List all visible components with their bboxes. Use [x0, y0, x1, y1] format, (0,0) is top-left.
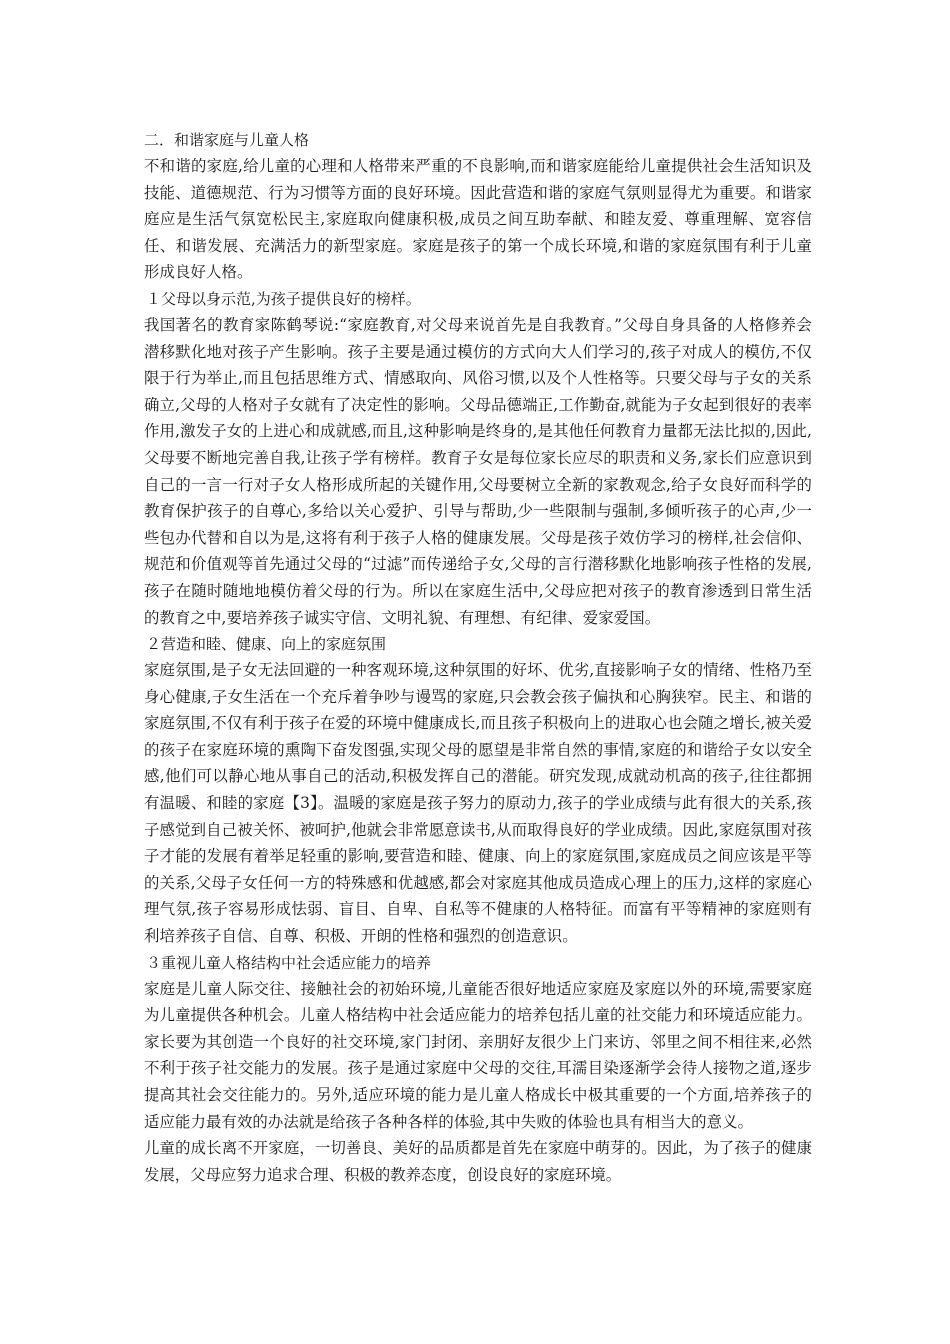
- section-intro-paragraph: 不和谐的家庭,给儿童的心理和人格带来严重的不良影响,而和谐家庭能给儿童提供社会生活知识及技能、道德规范、行为习惯等方面的良好环境。因此营造和谐的家庭气氛则显得尤为重要。和谐家庭应是生活气氛宽松民主,家庭取向健康积极,成员之间互助奉献、和睦友爱、尊重理解、宽容信任、和谐发展、充满活力的新型家庭。家庭是孩子的第一个成长环境,和谐的家庭氛围有利于儿童形成良好人格。: [144, 157, 812, 282]
- section-title: 二．和谐家庭与儿童人格: [144, 131, 310, 149]
- subsection-heading-1: １父母以身示范,为孩子提供良好的榜样。: [146, 289, 421, 308]
- subsection-heading-2: ２营造和睦、健康、向上的家庭氛围: [146, 635, 387, 654]
- closing-paragraph: 儿童的成长离不开家庭，一切善良、美好的品质都是首先在家庭中萌芽的。因此，为了孩子的健康发展，父母应努力追求合理、积极的教养态度，创设良好的家庭环境。: [144, 1139, 812, 1184]
- subsection-body-2: 家庭氛围,是子女无法回避的一种客观环境,这种氛围的好坏、优劣,直接影响子女的情绪、性格乃至身心健康,子女生活在一个充斥着争吵与谩骂的家庭,只会教会孩子偏执和心胸狭窄。民主、和谐的家庭氛围,不仅有利于孩子在爱的环境中健康成长,而且孩子积极向上的进取心也会随之增长,被关爱的孩子在家庭环境的熏陶下奋发图强,实现父母的愿望是非常自然的事情,家庭的和谐给子女以安全感,他们可以静心地从事自己的活动,积极发挥自己的潜能。研究发现,成就动机高的孩子,往往都拥有温暖、和睦的家庭【3】。温暖的家庭是孩子努力的原动力,孩子的学业成绩与此有很大的关系,孩子感觉到自己被关怀、被呵护,他就会非常愿意读书,从而取得良好的学业成绩。因此,家庭氛围对孩子才能的发展有着举足轻重的影响,要营造和睦、健康、向上的家庭氛围,家庭成员之间应该是平等的关系,父母子女任何一方的特殊感和优越感,都会对家庭其他成员造成心理上的压力,这样的家庭心理气氛,孩子容易形成怯弱、盲目、自卑、自私等不健康的人格特征。而富有平等精神的家庭则有利培养孩子自信、自尊、积极、开朗的性格和强烈的创造意识。: [144, 661, 812, 946]
- document-page: [144, 127, 812, 1188]
- subsection-body-1: 我国著名的教育家陈鹤琴说:“家庭教育,对父母来说首先是自我教育。”父母自身具备的人格修养会潜移默化地对孩子产生影响。孩子主要是通过模仿的方式向大人们学习的,孩子对成人的模仿,不仅限于行为举止,而且包括思维方式、情感取向、风俗习惯,以及个人性格等。只要父母与子女的关系确立,父母的人格对子女就有了决定性的影响。父母品德端正,工作勤奋,就能为子女起到很好的表率作用,激发子女的上进心和成就感,而且,这种影响是终身的,是其他任何教育力量都无法比拟的,因此,父母要不断地完善自我,让孩子学有榜样。教育子女是每位家长应尽的职责和义务,家长们应意识到自己的一言一行对子女人格形成所起的关键作用,父母要树立全新的家教观念,给子女良好而科学的教育保护孩子的自尊心,多给以关心爱护、引导与帮助,少一些限制与强制,多倾听孩子的心声,少一些包办代替和自以为是,这将有利于孩子人格的健康发展。父母是孩子效仿学习的榜样,社会信仰、规范和价值观等首先通过父母的“过滤”而传递给子女,父母的言行潜移默化地影响孩子性格的发展,孩子在随时随地地模仿着父母的行为。所以在家庭生活中,父母应把对孩子的教育渗透到日常生活的教育之中,要培养孩子诚实守信、文明礼貌、有理想、有纪律、爱家爱国。: [144, 315, 812, 627]
- subsection-body-3: 家庭是儿童人际交往、接触社会的初始环境,儿童能否很好地适应家庭及家庭以外的环境,需要家庭为儿童提供各种机会。儿童人格结构中社会适应能力的培养包括儿童的社交能力和环境适应能力。家长要为其创造一个良好的社交环境,家门封闭、亲朋好友很少上门来访、邻里之间不相往来,必然不利于孩子社交能力的发展。孩子是通过家庭中父母的交往,耳濡目染逐渐学会待人接物之道,逐步提高其社会交往能力的。另外,适应环境的能力是儿童人格成长中极其重要的一个方面,培养孩子的适应能力最有效的办法就是给孩子各种各样的体验,其中失败的体验也具有相当大的意义。: [144, 979, 812, 1131]
- subsection-heading-3: ３重视儿童人格结构中社会适应能力的培养: [146, 953, 432, 972]
